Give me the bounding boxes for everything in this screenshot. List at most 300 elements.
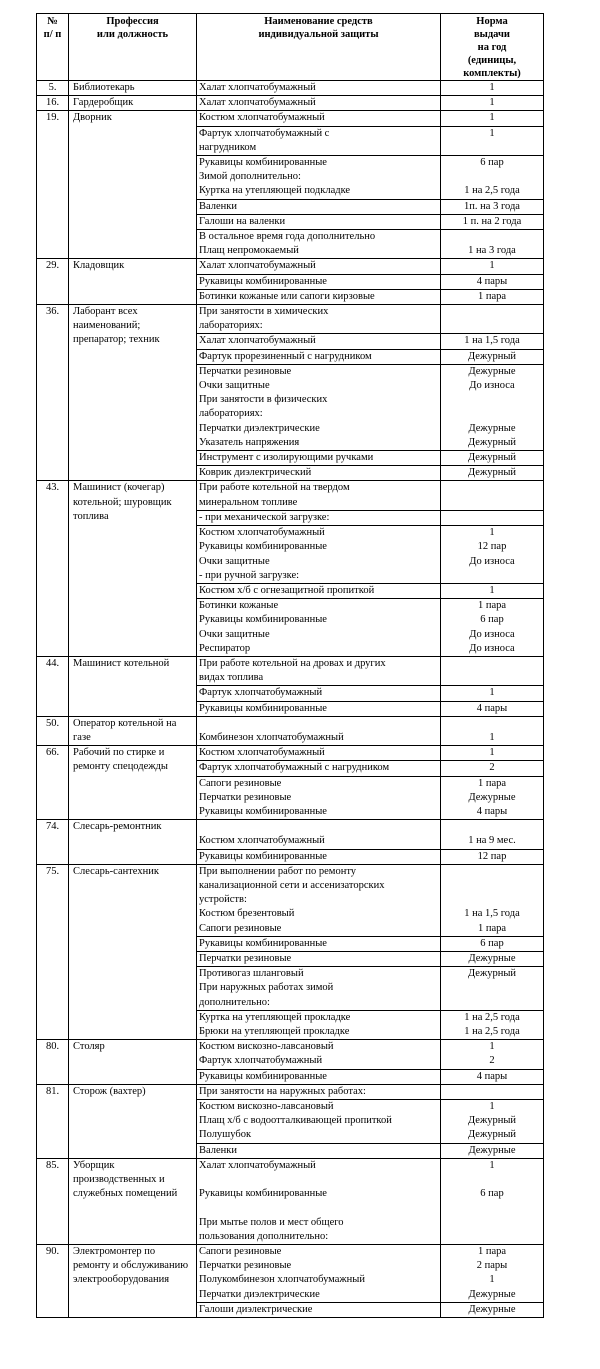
norm-value [443, 170, 541, 184]
ppe-item-line: Валенки [199, 1144, 237, 1156]
norm-value: 1п. на 3 года [464, 200, 520, 212]
norm-value: 6 пар [480, 1188, 504, 1200]
norm-value [443, 657, 541, 671]
ppe-item-line: Очки защитные [199, 380, 270, 392]
table-row [37, 111, 544, 126]
ppe-item-line: - при ручной загрузке: [199, 569, 300, 581]
norm-value [443, 1085, 541, 1099]
ppe-item-line: Инструмент с изолирующими ручками [199, 452, 374, 464]
row-number: 85. [37, 1158, 69, 1244]
profession-cell [69, 305, 197, 481]
norm-cell [441, 334, 544, 349]
header-line: комплекты) [463, 68, 521, 79]
ppe-item-line: Перчатки диэлектрические [199, 1288, 320, 1300]
ppe-norms-table [36, 13, 544, 1318]
norm-cell [441, 199, 544, 214]
norm-value: 1 [489, 1101, 495, 1113]
ppe-item-cell [197, 199, 441, 214]
norm-value [443, 981, 541, 995]
profession-name: Гардеробщик [73, 97, 134, 109]
norm-value: 4 пары [476, 1070, 508, 1082]
ppe-item-line: Плащ непромокаемый [199, 245, 299, 257]
row-number: 81. [37, 1084, 69, 1158]
norm-cell [441, 686, 544, 701]
norm-value: 12 пар [477, 541, 507, 553]
norm-value: Дежурные [468, 791, 516, 803]
ppe-item-cell [197, 364, 441, 450]
norm-cell [441, 1158, 544, 1244]
norm-value [443, 865, 541, 879]
norm-cell [441, 289, 544, 304]
ppe-item-line: При работе котельной на твердом [199, 482, 350, 494]
profession-name: Столяр [73, 1041, 105, 1053]
norm-value: 2 [489, 762, 495, 774]
norm-value: 1 [489, 82, 495, 93]
header-norm [441, 14, 544, 81]
ppe-item-line: видах топлива [199, 672, 264, 684]
norm-value: 1 на 1,5 года [464, 335, 520, 347]
norm-cell [441, 349, 544, 364]
norm-cell [441, 1084, 544, 1099]
profession-cell [69, 820, 197, 865]
ppe-item-line: дополнительно: [199, 996, 270, 1008]
norm-cell [441, 716, 544, 745]
ppe-item-line: Фартук хлопчатобумажный [199, 687, 323, 699]
header-line: или должность [96, 29, 169, 40]
table-row [37, 864, 544, 936]
norm-value: 1 на 3 года [468, 245, 516, 257]
norm-cell [441, 1245, 544, 1303]
header-profession [69, 14, 197, 81]
norm-value: 1 на 2,5 года [464, 185, 520, 197]
ppe-item-line: Костюм хлопчатобумажный [199, 527, 325, 539]
table-header [37, 14, 544, 81]
ppe-item-line: Очки защитные [199, 555, 270, 567]
header-line: выдачи [474, 29, 510, 40]
norm-value [443, 893, 541, 907]
ppe-item-cell [197, 349, 441, 364]
ppe-item-line: пользования дополнительно: [199, 1230, 329, 1242]
norm-value: 1 пара [477, 290, 507, 302]
table-row [37, 481, 544, 510]
ppe-item-cell [197, 81, 441, 96]
ppe-item-line: Костюм х/б с огнезащитной пропиткой [199, 584, 375, 596]
norm-value: Дежурный [468, 467, 516, 479]
ppe-item-line: минеральном топливе [199, 496, 298, 508]
norm-value [443, 820, 541, 834]
table-row [37, 716, 544, 745]
ppe-item-cell [197, 1302, 441, 1317]
ppe-item-cell [197, 526, 441, 584]
norm-cell [441, 776, 544, 820]
norm-value: 1 [489, 1041, 495, 1053]
norm-value [443, 481, 541, 495]
ppe-item-line: нагрудником [199, 141, 257, 153]
ppe-item-line [199, 1201, 438, 1215]
norm-value: 6 пар [480, 157, 504, 169]
ppe-item-cell [197, 1245, 441, 1303]
norm-value: Дежурный [468, 968, 516, 980]
norm-cell [441, 510, 544, 525]
ppe-item-line: Галоши диэлектрические [199, 1303, 313, 1315]
ppe-item-line: Перчатки резиновые [199, 365, 292, 377]
ppe-item-cell [197, 967, 441, 1011]
norm-cell [441, 656, 544, 685]
norm-value: Дежурный [468, 1129, 516, 1141]
norm-value: Дежурный [468, 350, 516, 362]
norm-cell [441, 820, 544, 849]
profession-cell [69, 746, 197, 820]
norm-value: До износа [469, 628, 515, 640]
norm-value: 1 [489, 584, 495, 596]
table-row [37, 1158, 544, 1244]
ppe-item-line: Указатель напряжения [199, 436, 300, 448]
ppe-item-line: Перчатки резиновые [199, 791, 292, 803]
profession-cell [69, 96, 197, 111]
row-number: 44. [37, 656, 69, 716]
row-number: 16. [37, 96, 69, 111]
norm-value: 1 на 2,5 года [464, 1011, 520, 1023]
ppe-item-cell [197, 761, 441, 776]
profession-cell [69, 259, 197, 305]
ppe-item-line [199, 820, 438, 834]
row-number: 74. [37, 820, 69, 865]
ppe-item-cell [197, 1010, 441, 1039]
row-number: 43. [37, 481, 69, 656]
ppe-item-line: Галоши на валенки [199, 215, 286, 227]
ppe-item-cell [197, 820, 441, 849]
norm-cell [441, 936, 544, 951]
norm-value: 1 [489, 260, 495, 272]
ppe-item-cell [197, 1040, 441, 1069]
ppe-item-line: Халат хлопчатобумажный [199, 82, 316, 93]
norm-value: 2 [489, 1055, 495, 1067]
norm-cell [441, 1040, 544, 1069]
norm-value: 1 [489, 97, 495, 109]
profession-cell [69, 1084, 197, 1158]
ppe-item-line: Полушубок [199, 1129, 252, 1141]
ppe-item-line [199, 717, 438, 731]
header-line: индивидуальной защиты [258, 29, 379, 40]
norm-value [443, 569, 541, 583]
ppe-item-line: канализационной сети и ассенизаторских [199, 879, 385, 891]
ppe-item-cell [197, 451, 441, 466]
header-number [37, 14, 69, 81]
header-line: Наименование средств [264, 16, 373, 27]
row-number: 66. [37, 746, 69, 820]
norm-value: 6 пар [480, 937, 504, 949]
ppe-item-line: Респиратор [199, 642, 251, 654]
norm-cell [441, 1143, 544, 1158]
ppe-item-cell [197, 656, 441, 685]
norm-cell [441, 156, 544, 200]
norm-value [443, 230, 541, 244]
norm-value: 1 пара [477, 922, 507, 934]
norm-value: Дежурные [468, 1303, 516, 1315]
ppe-item-line: В остальное время года дополнительно [199, 231, 376, 243]
ppe-item-line: Рукавицы комбинированные [199, 1188, 327, 1200]
ppe-item-cell [197, 259, 441, 274]
norm-cell [441, 1069, 544, 1084]
profession-cell [69, 1245, 197, 1318]
profession-cell [69, 716, 197, 745]
ppe-item-line: Коврик диэлектрический [199, 467, 312, 479]
header-line: на год [477, 42, 507, 53]
ppe-item-line: Халат хлопчатобумажный [199, 1159, 316, 1171]
table-row [37, 81, 544, 96]
ppe-item-line: Костюм хлопчатобумажный [199, 835, 325, 847]
ppe-item-cell [197, 305, 441, 334]
norm-value: Дежурные [468, 1144, 516, 1156]
ppe-item-line: Валенки [199, 200, 237, 212]
norm-cell [441, 111, 544, 126]
profession-cell [69, 111, 197, 259]
ppe-item-line: Рукавицы комбинированные [199, 157, 327, 169]
ppe-item-cell [197, 686, 441, 701]
ppe-item-cell [197, 510, 441, 525]
ppe-item-line: При занятости на наружных работах: [199, 1085, 366, 1097]
norm-value: 1 [489, 527, 495, 539]
ppe-item-cell [197, 864, 441, 936]
table-row [37, 656, 544, 685]
ppe-item-cell [197, 936, 441, 951]
ppe-item-line: Костюм вискозно-лавсановый [199, 1041, 334, 1053]
profession-name: Сторож (вахтер) [73, 1085, 146, 1097]
ppe-item-line: Фартук хлопчатобумажный с нагрудником [199, 762, 390, 774]
ppe-item-line: При занятости в физических [199, 394, 328, 406]
norm-cell [441, 746, 544, 761]
norm-value: 1 пара [477, 1246, 507, 1258]
profession-name: Машинист котельной [73, 657, 170, 669]
ppe-item-line: Фартук хлопчатобумажный [199, 1055, 323, 1067]
ppe-item-line: Сапоги резиновые [199, 1246, 282, 1258]
norm-cell [441, 1100, 544, 1144]
profession-cell [69, 864, 197, 1039]
ppe-item-cell [197, 951, 441, 966]
profession-name: Машинист (кочегар) котельной; шуровщик топлива [73, 482, 172, 522]
norm-value: 6 пар [480, 614, 504, 626]
ppe-item-line: Ботинки кожаные [199, 600, 279, 612]
row-number: 75. [37, 864, 69, 1039]
norm-value: Дежурные [468, 365, 516, 377]
ppe-item-cell [197, 1100, 441, 1144]
norm-cell [441, 214, 544, 229]
ppe-item-cell [197, 1143, 441, 1158]
profession-cell [69, 81, 197, 96]
profession-name: Уборщик производственных и служебных помещений [73, 1159, 178, 1200]
profession-cell [69, 656, 197, 716]
norm-value: 1 [489, 731, 495, 743]
norm-value: 4 пары [476, 275, 508, 287]
row-number: 50. [37, 716, 69, 745]
norm-cell [441, 364, 544, 450]
ppe-item-cell [197, 334, 441, 349]
norm-value [443, 393, 541, 407]
norm-value: 1 на 1,5 года [464, 908, 520, 920]
norm-value [443, 511, 541, 525]
ppe-item-line: При работе котельной на дровах и других [199, 657, 386, 669]
norm-cell [441, 1302, 544, 1317]
ppe-item-cell [197, 214, 441, 229]
ppe-item-line: Костюм хлопчатобумажный [199, 747, 325, 759]
ppe-item-line: Сапоги резиновые [199, 922, 282, 934]
norm-value: 1 на 9 мес. [468, 835, 516, 847]
ppe-item-line: Рукавицы комбинированные [199, 702, 327, 714]
ppe-item-line: Рукавицы комбинированные [199, 1070, 327, 1082]
norm-value: До износа [469, 642, 515, 654]
ppe-item-line: Брюки на утепляющей прокладке [199, 1026, 350, 1037]
norm-cell [441, 81, 544, 96]
ppe-item-cell [197, 776, 441, 820]
ppe-item-line: Очки защитные [199, 628, 270, 640]
ppe-item-line: Рукавицы комбинированные [199, 850, 327, 862]
table-row [37, 820, 544, 849]
ppe-item-cell [197, 746, 441, 761]
profession-cell [69, 1040, 197, 1085]
ppe-item-line: Ботинки кожаные или сапоги кирзовые [199, 290, 375, 302]
ppe-item-line: Куртка на утепляющей прокладке [199, 1011, 351, 1023]
norm-cell [441, 259, 544, 274]
ppe-item-line: Рукавицы комбинированные [199, 805, 327, 817]
norm-cell [441, 466, 544, 481]
profession-name: Дворник [73, 112, 112, 124]
ppe-item-line: При наружных работах зимой [199, 982, 334, 994]
norm-value: Дежурные [468, 422, 516, 434]
norm-cell [441, 126, 544, 155]
profession-name: Электромонтер по ремонту и обслуживанию электрооборудования [73, 1246, 189, 1286]
norm-value: 1 п. на 2 года [462, 215, 522, 227]
ppe-item-cell [197, 156, 441, 200]
norm-value: 1 [489, 747, 495, 759]
ppe-item-line: лабораториях: [199, 320, 263, 332]
header-line: Норма [476, 16, 508, 27]
ppe-item-line: устройств: [199, 894, 247, 906]
ppe-item-line: Костюм хлопчатобумажный [199, 112, 325, 124]
norm-cell [441, 701, 544, 716]
ppe-item-line: При выполнении работ по ремонту [199, 865, 357, 877]
ppe-item-cell [197, 111, 441, 126]
norm-value: 1 на 2,5 года [464, 1026, 520, 1037]
ppe-item-line: Куртка на утепляющей подкладке [199, 185, 351, 197]
ppe-item-cell [197, 599, 441, 657]
ppe-item-line: Перчатки резиновые [199, 952, 292, 964]
norm-cell [441, 864, 544, 936]
table-row [37, 259, 544, 274]
ppe-item-line: лабораториях: [199, 408, 263, 420]
profession-name: Кладовщик [73, 260, 125, 272]
ppe-item-cell [197, 1158, 441, 1244]
ppe-item-line [199, 1173, 438, 1187]
profession-name: Оператор котельной на газе [73, 717, 177, 743]
norm-value [443, 1173, 541, 1187]
ppe-item-line: Зимой дополнительно: [199, 171, 301, 183]
ppe-item-line: Полукомбинезон хлопчатобумажный [199, 1274, 365, 1286]
norm-cell [441, 583, 544, 598]
header-row [37, 14, 544, 81]
profession-name: Рабочий по стирке и ремонту спецодежды [73, 747, 168, 773]
ppe-item-line: Перчатки резиновые [199, 1260, 292, 1272]
ppe-item-line: Комбинезон хлопчатобумажный [199, 731, 344, 743]
table-row [37, 305, 544, 334]
profession-name: Слесарь-ремонтник [73, 821, 162, 833]
norm-value: Дежурные [468, 1288, 516, 1300]
norm-cell [441, 230, 544, 259]
ppe-item-cell [197, 701, 441, 716]
profession-cell [69, 1158, 197, 1244]
table-row [37, 746, 544, 761]
norm-cell [441, 526, 544, 584]
norm-value: Дежурный [468, 452, 516, 464]
norm-value: 1 [489, 1159, 495, 1171]
norm-cell [441, 481, 544, 510]
norm-value [443, 305, 541, 319]
norm-cell [441, 599, 544, 657]
ppe-item-line: Плащ х/б с водоотталкивающей пропиткой [199, 1115, 392, 1127]
header-line: Профессия [106, 16, 159, 27]
ppe-item-line: Фартук хлопчатобумажный с [199, 127, 330, 139]
norm-value: 12 пар [477, 850, 507, 862]
ppe-item-line: Халат хлопчатобумажный [199, 335, 316, 347]
table-row [37, 96, 544, 111]
ppe-item-line: Халат хлопчатобумажный [199, 97, 316, 109]
table-row [37, 1245, 544, 1303]
ppe-item-line: Сапоги резиновые [199, 777, 282, 789]
ppe-item-line: Халат хлопчатобумажный [199, 260, 316, 272]
profession-name: Библиотекарь [73, 82, 135, 93]
row-number: 29. [37, 259, 69, 305]
row-number: 36. [37, 305, 69, 481]
ppe-item-line: - при механической загрузке: [199, 511, 330, 523]
norm-value: Дежурный [468, 436, 516, 448]
ppe-item-cell [197, 716, 441, 745]
ppe-item-line: Перчатки диэлектрические [199, 422, 320, 434]
ppe-item-line: Костюм брезентовый [199, 908, 295, 920]
ppe-item-line: Рукавицы комбинированные [199, 541, 327, 553]
norm-value [443, 1201, 541, 1215]
norm-value [443, 1230, 541, 1244]
header-line: (единицы, [467, 55, 517, 66]
profession-name: Лаборант всех наименований; препаратор; техник [73, 306, 160, 346]
ppe-item-cell [197, 481, 441, 510]
row-number: 19. [37, 111, 69, 259]
table-body [37, 81, 544, 1318]
profession-cell [69, 481, 197, 656]
ppe-item-line: Костюм вискозно-лавсановый [199, 1101, 334, 1113]
ppe-item-line: Рукавицы комбинированные [199, 937, 327, 949]
norm-value [443, 996, 541, 1010]
header-line: п/ п [43, 29, 62, 40]
ppe-item-line: Рукавицы комбинированные [199, 614, 327, 626]
norm-cell [441, 967, 544, 1011]
norm-cell [441, 951, 544, 966]
row-number: 5. [37, 81, 69, 96]
norm-value: До износа [469, 555, 515, 567]
ppe-item-cell [197, 583, 441, 598]
row-number: 90. [37, 1245, 69, 1318]
ppe-item-line: При мытье полов и мест общего [199, 1216, 344, 1228]
norm-value: Дежурные [468, 952, 516, 964]
norm-value: До износа [469, 380, 515, 392]
ppe-item-cell [197, 289, 441, 304]
norm-value [443, 407, 541, 421]
norm-cell [441, 274, 544, 289]
ppe-item-cell [197, 230, 441, 259]
norm-value: 4 пары [476, 702, 508, 714]
norm-value [443, 1216, 541, 1230]
header-line: № [47, 16, 58, 27]
norm-cell [441, 451, 544, 466]
table-row [37, 1040, 544, 1069]
